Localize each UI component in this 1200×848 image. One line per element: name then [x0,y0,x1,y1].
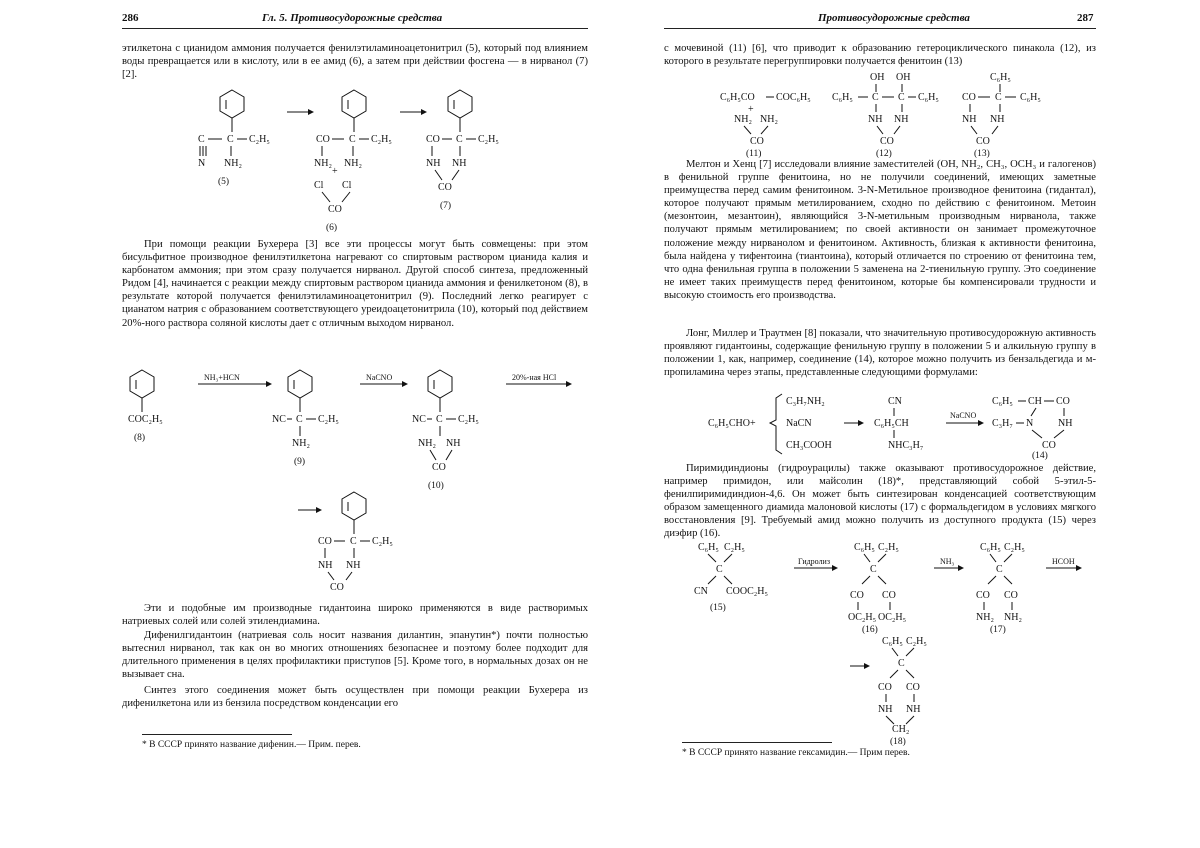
intro-paragraph: этилкетона с цианидом аммония получается фенилэтиламиноацетонитрил (5), который под влиянием воды превращается или в кислоту, или в ее амид (6), а затем при действии фосгена — в нирванол (7) [2]. [122,43,588,81]
c5-amine: NH₂ [224,158,242,169]
arrow-6-7 [400,109,427,115]
arrow-16-17 [934,557,964,571]
c12-carbon-1: C [872,92,879,103]
s4-mid-nitrile: CN [888,396,902,407]
label-18: (18) [890,737,906,747]
c13-phenyl-side: C₆H₅ [1020,92,1041,103]
c16-oet-2: OC₂H₅ [878,612,907,623]
bucherer-paragraph: При помощи реакции Бухерера [3] все эти процессы могут быть совмещены: при этом бисульфитное производное фенилэтилкетона нагревают со спиртовым раствором цианида калия и карбонатом аммония; при этом сразу получается нирванол. Другой способ синтеза, предложенный Ридом [4], начинается с реакции между спиртовым раствором цианида аммония и фенилкетоном (8), в результате которой получается фенилэтиламиноацетонитрил (9). Последний легко реагирует с цианатом натрия с образованием соответствующего уреидоацетонитрила (10), который под действием 20%-ного раствора соляной кислоты дает с отличным выходом нирванол. [122,239,588,329]
c7-nh-1: NH [426,158,441,169]
footnote-rule-left [142,734,292,735]
c7-carbonyl: CO [426,134,440,145]
arrow-9-10-reagent: NaCNO [366,373,393,382]
c15-nitrile: CN [694,586,708,597]
c10-amine: NH₂ [418,438,436,449]
s4-benzaldehyde: C₆H₅CHO+ [708,418,756,429]
c18-phenyl: C₆H₅ [882,636,903,647]
label-8: (8) [134,433,146,443]
compound-6 [314,90,392,233]
c7-quat-c: C [456,134,463,145]
c17-co-2: CO [1004,590,1018,601]
compound-8 [128,370,163,443]
c12-co: CO [880,136,894,147]
right-page [600,0,1200,848]
s4-product-phenyl: C₆H₅ [992,396,1013,407]
arrow-15-16 [794,557,838,571]
s4-reagent-acid: CH₃COOH [786,440,832,451]
c18-ethyl: C₂H₅ [906,636,927,647]
label-17: (17) [990,625,1006,635]
salts-paragraph: Эти и подобные им производные гидантоина широко применяются в виде растворимых натриевых солей или солей этилендиамина. [122,603,588,628]
c6-plus: + [332,166,338,177]
arrow-10-product [506,373,572,387]
c5-nitrogen: N [198,158,206,169]
product-nirvanol [298,492,393,593]
scheme-compounds-5-6-7 [122,84,588,236]
c18-co-2: CO [906,682,920,693]
compound-17 [976,542,1025,635]
header-rule-right [664,28,1096,29]
c5-ethyl: C₂H₅ [249,134,270,145]
arrow-16-17-reagent: NH₃ [940,557,955,566]
c17-ethyl: C₂H₅ [1004,542,1025,553]
c11-co: CO [750,136,764,147]
c10-nh: NH [446,438,461,449]
c12-oh-2: OH [896,72,911,83]
label-10: (10) [428,481,444,491]
running-head-left: Гл. 5. Противосудорожные средства [262,12,443,24]
c6-phosgene-co: CO [328,204,342,215]
c5-atom-c1: C [198,134,205,145]
scheme-compound-14 [664,392,1096,461]
label-7: (7) [440,201,452,211]
c6-quat-c: C [349,134,356,145]
c5-atom-c2: C [227,134,234,145]
c16-phenyl: C₆H₅ [854,542,875,553]
c12-oh-1: OH [870,72,885,83]
page-number-left: 286 [122,12,139,24]
c11-acyl-right: COC₆H₅ [776,92,811,103]
c11-nh2-2: NH₂ [760,114,778,125]
c12-nh-1: NH [868,114,883,125]
compound-5 [198,90,270,187]
c6-chlorine-2: Cl [342,180,352,191]
arrow-9-10 [360,373,408,387]
footnote-rule-right [682,742,832,743]
compound-9 [272,370,339,467]
c7-ring-co: CO [438,182,452,193]
scheme-compounds-8-9-10 [122,364,588,594]
c7-ethyl: C₂H₅ [478,134,499,145]
label-5: (5) [218,177,230,187]
header-rule-left [122,28,588,29]
c17-nh2-1: NH₂ [976,612,994,623]
c6-amine-1: NH₂ [314,158,332,169]
synthesis-paragraph: Синтез этого соединения может быть осуществлен при помощи реакции Бухерера из дифенилкетона или из бензила посредством конденсации его [122,685,588,710]
compound-12 [832,72,939,159]
label-16: (16) [862,625,878,635]
compound-16 [848,542,906,635]
c7-nh-2: NH [452,158,467,169]
compound-15 [694,542,768,613]
footnote-left: * В СССР принято название дифенин.— Прим. перев. [142,740,361,750]
c17-center: C [996,564,1003,575]
compound-11 [720,92,811,159]
s4-mid-benzyl: C₆H₅CH [874,418,909,429]
product-ring-co: CO [330,582,344,593]
s4-mid-amine: NHC₃H₇ [888,440,924,451]
c8-acyl: COC₂H₅ [128,414,163,425]
c18-co-1: CO [878,682,892,693]
product-nh-1: NH [318,560,333,571]
product-ethyl: C₂H₅ [372,536,393,547]
diphenylhydantoin-paragraph: Дифенилгидантоин (натриевая соль носит названия дилантин, эпанутин*) почти полностью вытеснил нирванол, так как он во многих отношениях безопаснее и поэтому более подходит для длительного применения в целях профилактики приступов [5]. Кроме того, в нормальных дозах он не вызывает сна. [122,630,588,681]
long-paragraph: Лонг, Миллер и Траутмен [8] показали, что значительную противосудорожную активность проявляют гидантоины, содержащие фенильную группу в положении 5 и алкильную группу в положении 1, как, например, соединение (14), которое можно получить из бензальдегида и м-пропиламина через этапы, представленные следующими формулами: [664,328,1096,379]
melton-paragraph: Мелтон и Хенц [7] исследовали влияние заместителей (OH, NH₂, CH₃, OCH₃ и галогенов) в фенильной группе фенитоина, но не получили соединений, имеющих заметные преимущества перед самим фенитоином. 3-N-Метильное производное фенитоина (гидантал), которое получают прямым метилированием, сходно по действию с фенитоином. Метоин (мезонтоин, мезантоин), являющийся 3-N-метильным производным нирванола, также получают прямым метилированием; по своей активности он занимает промежуточное положение между нирванолом и фенитоином. Активность, близкая к активности фенитоина, была найдена у тифентоина (тиантоина), который отличается по строению от фенитоина тем, что одна фенильная группа в положении 5 заменена на 2-тиенильную группу. Это соединение не имеет таких преимуществ перед фенитоином, которые бы компенсировали трудности и высокую стоимость его производства. [664,159,1096,301]
c12-phenyl-1: C₆H₅ [832,92,853,103]
arrow-10-reagent: 20%-ная HCl [512,373,557,382]
label-9: (9) [294,457,306,467]
s4-arrow-reagent: NaCNO [950,411,977,420]
running-head-right: Противосудорожные средства [818,12,970,24]
s4-product-propyl: C₃H₇ [992,418,1013,429]
scheme-compounds-15-18 [664,540,1096,747]
label-15: (15) [710,603,726,613]
c9-ethyl: C₂H₅ [318,414,339,425]
c9-nitrile: NC [272,414,286,425]
arrow-5-6 [287,109,314,115]
c13-nh-2: NH [990,114,1005,125]
label-11: (11) [746,149,762,159]
c12-phenyl-2: C₆H₅ [918,92,939,103]
c18-center: C [898,658,905,669]
pyrimidinedione-paragraph: Пиримидиндионы (гидроурацилы) также оказывают противосудорожное действие, например примидон, или майсолин (18)*, представляющий собой 5-этил-5-фенилпиримидиндион-4,6. Он может быть синтезирован конденсацией соответствующим образом замещенного диамида малоновой кислоты (17) с формальдегидом в условиях мягкого восстановления [9]. Требуемый амид можно получить из доступного продукта (15) через диэфир (16). [664,463,1096,540]
page-number-right: 287 [1077,12,1094,24]
s4-product-ring-co: CO [1042,440,1056,451]
label-6: (6) [326,223,338,233]
c16-oet-1: OC₂H₅ [848,612,877,623]
arrow-17-18-reagent: HCOH [1052,557,1075,566]
c15-ethyl: C₂H₅ [724,542,745,553]
c16-co-1: CO [850,590,864,601]
c11-plus: + [748,104,754,115]
c6-ethyl: C₂H₅ [371,134,392,145]
c16-co-2: CO [882,590,896,601]
c10-quat-c: C [436,414,443,425]
arrow-8-9 [198,373,272,387]
c6-chlorine-1: Cl [314,180,324,191]
c9-quat-c: C [296,414,303,425]
c15-phenyl: C₆H₅ [698,542,719,553]
c18-ch2: CH₂ [892,724,910,735]
label-14: (14) [1032,451,1048,461]
c16-center: C [870,564,877,575]
s4-reagent-amine: C₃H₇NH₂ [786,396,825,407]
s4-product-ch: CH [1028,396,1042,407]
arrow-17-18 [1046,557,1082,571]
c11-acyl-left: C₆H₅CO [720,92,755,103]
product-carbonyl: CO [318,536,332,547]
s4-reagent-cyanide: NaCN [786,418,812,429]
product-nh-2: NH [346,560,361,571]
s4-product-n: N [1026,418,1034,429]
c10-urea-co: CO [432,462,446,473]
footnote-right: * В СССР принято название гексамидин.— Прим перев. [682,748,910,758]
c11-nh2-1: NH₂ [734,114,752,125]
c17-co-1: CO [976,590,990,601]
c12-nh-2: NH [894,114,909,125]
s4-product-nh: NH [1058,418,1073,429]
c10-ethyl: C₂H₅ [458,414,479,425]
product-quat-c: C [350,536,357,547]
compound-18 [850,636,927,747]
c13-quat-c: C [995,92,1002,103]
c13-carbonyl: CO [962,92,976,103]
c13-phenyl-top: C₆H₅ [990,72,1011,83]
c12-carbon-2: C [898,92,905,103]
c16-ethyl: C₂H₅ [878,542,899,553]
compound-10 [412,370,479,491]
compound-7 [426,90,499,211]
c9-amine: NH₂ [292,438,310,449]
compound-13 [962,72,1041,159]
c18-nh-2: NH [906,704,921,715]
top-paragraph-right: с мочевиной (11) [6], что приводит к образованию гетероциклического пинакола (12), из которого в результате перегруппировки получается фенитоин (13) [664,43,1096,68]
c13-ring-co: CO [976,136,990,147]
arrow-8-9-reagent: NH₃+HCN [204,373,240,382]
c6-amine-2: NH₂ [344,158,362,169]
c18-nh-1: NH [878,704,893,715]
c13-nh-1: NH [962,114,977,125]
c6-carbonyl: CO [316,134,330,145]
c17-nh2-2: NH₂ [1004,612,1022,623]
label-12: (12) [876,149,892,159]
c15-ester: COOC₂H₅ [726,586,768,597]
c17-phenyl: C₆H₅ [980,542,1001,553]
c10-nitrile: NC [412,414,426,425]
c15-center: C [716,564,723,575]
label-13: (13) [974,149,990,159]
arrow-15-16-reagent: Гидролиз [798,557,830,566]
scheme-compounds-11-12-13 [664,70,1096,159]
s4-product-co: CO [1056,396,1070,407]
